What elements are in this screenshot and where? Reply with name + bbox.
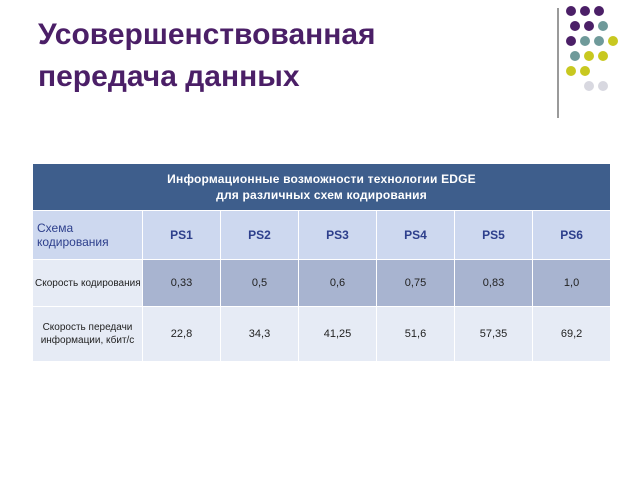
decorative-dot bbox=[584, 81, 594, 91]
decorative-dot bbox=[584, 51, 594, 61]
table-header-line-2: для различных схем кодирования bbox=[216, 188, 427, 202]
decorative-dot bbox=[584, 21, 594, 31]
edge-capabilities-table bbox=[32, 163, 611, 362]
row-label-speed-line-1: Скорость передачи bbox=[42, 322, 133, 333]
table-header bbox=[33, 164, 611, 211]
table-header-line-1: Информационные возможности технологии EDGE bbox=[167, 172, 476, 186]
speed-cell: 34,3 bbox=[221, 307, 299, 362]
coding-rate-cell: 0,33 bbox=[143, 260, 221, 307]
decorative-dot-grid bbox=[566, 6, 640, 106]
decorative-dot bbox=[570, 21, 580, 31]
coding-rate-cell: 1,0 bbox=[533, 260, 611, 307]
decorative-dot bbox=[566, 66, 576, 76]
scheme-cell: PS4 bbox=[377, 211, 455, 260]
row-label-coding-rate: Скорость кодирования bbox=[33, 260, 143, 307]
decorative-dot bbox=[594, 6, 604, 16]
decorative-dot bbox=[580, 6, 590, 16]
table-row-coding-rate bbox=[33, 260, 611, 307]
table-row-scheme bbox=[33, 211, 611, 260]
title-line-1: Усовершенствованная bbox=[38, 18, 376, 51]
title-line-2: передача данных bbox=[38, 60, 300, 93]
coding-rate-cell: 0,83 bbox=[455, 260, 533, 307]
speed-cell: 69,2 bbox=[533, 307, 611, 362]
decorative-dot bbox=[580, 36, 590, 46]
scheme-cell: PS1 bbox=[143, 211, 221, 260]
decorative-divider bbox=[557, 8, 559, 118]
coding-rate-cell: 0,5 bbox=[221, 260, 299, 307]
decorative-dot bbox=[598, 81, 608, 91]
decorative-dot bbox=[566, 6, 576, 16]
decorative-dot bbox=[566, 36, 576, 46]
decorative-dot bbox=[608, 36, 618, 46]
row-label-scheme: Схема кодирования bbox=[33, 211, 143, 260]
scheme-cell: PS5 bbox=[455, 211, 533, 260]
speed-cell: 51,6 bbox=[377, 307, 455, 362]
slide-title bbox=[38, 14, 508, 98]
speed-cell: 41,25 bbox=[299, 307, 377, 362]
scheme-cell: PS6 bbox=[533, 211, 611, 260]
coding-rate-cell: 0,6 bbox=[299, 260, 377, 307]
decorative-dot bbox=[598, 51, 608, 61]
decorative-dot bbox=[570, 51, 580, 61]
speed-cell: 22,8 bbox=[143, 307, 221, 362]
decorative-dot bbox=[580, 66, 590, 76]
coding-rate-cell: 0,75 bbox=[377, 260, 455, 307]
scheme-cell: PS2 bbox=[221, 211, 299, 260]
row-label-speed bbox=[33, 307, 143, 362]
row-label-speed-line-2: информации, кбит/с bbox=[40, 335, 135, 346]
table-row-speed bbox=[33, 307, 611, 362]
scheme-cell: PS3 bbox=[299, 211, 377, 260]
speed-cell: 57,35 bbox=[455, 307, 533, 362]
decorative-dot bbox=[594, 36, 604, 46]
decorative-dot bbox=[598, 21, 608, 31]
